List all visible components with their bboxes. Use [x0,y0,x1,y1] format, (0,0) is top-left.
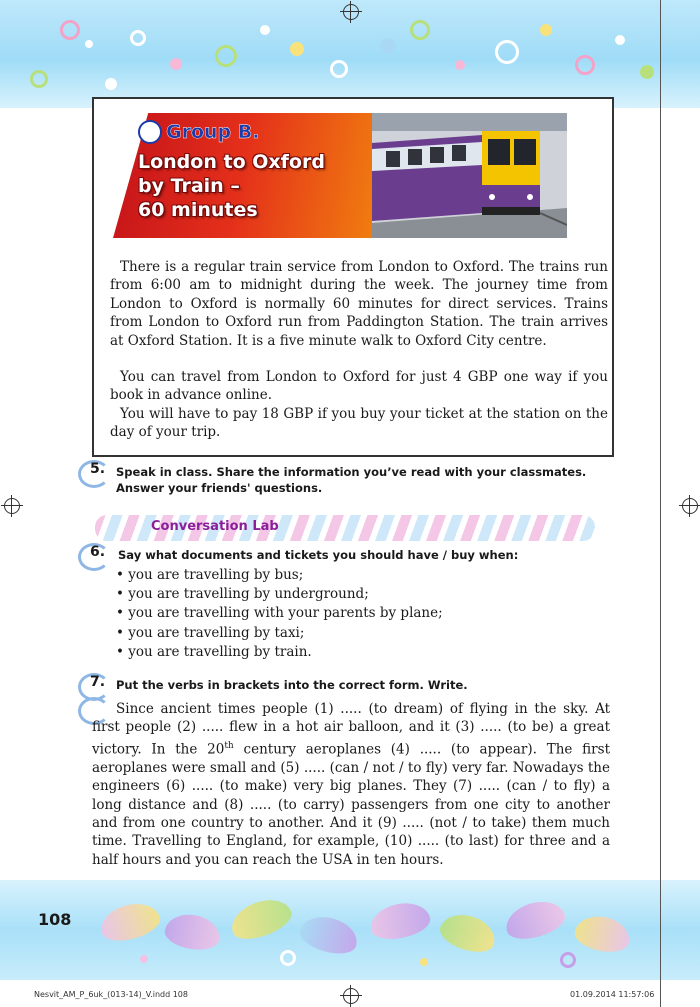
group-label-text: Group B. [166,121,260,143]
list-item: • you are travelling by bus; [116,566,443,585]
task-5-badge [78,460,110,482]
list-item: • you are travelling by train. [116,643,443,662]
section-heading: Conversation Lab [151,519,279,534]
reading-title [138,150,325,222]
group-label [138,120,259,144]
list-item: • you are travelling by underground; [116,585,443,604]
passage-text: century aeroplanes (4) ..... (to appear). The first aeroplanes were small and (5) ..... (can / not / to fly) very far. Nowadays the engineers (6) ..... (to make) very big planes. They (7) ..... (can / to fly) a long distance and (8) ..... (to carry) passengers from one city to another and from one country to another. And it (9) ..... (not / to take) them much time. Travelling to England, for example, (10) ..... (to last) for three and a half hours and you can reach the USA in ten hours. [92,741,610,868]
task-number: 7. [90,674,106,690]
registration-mark-right [682,498,698,514]
task-6-badge [78,543,110,565]
registration-mark-left [4,498,20,514]
task-7-passage [92,700,610,869]
list-item: • you are travelling by taxi; [116,624,443,643]
circle-icon [138,120,162,144]
task-number: 6. [90,544,106,560]
task-6-list [116,566,443,662]
conversation-lab-banner [95,515,595,541]
footer-file-info: Nesvit_AM_P_6uk_(013-14)_V.indd 108 [34,990,188,999]
task-7-instruction: Put the verbs in brackets into the correct form. Write. [116,678,468,692]
reading-paragraph: You will have to pay 18 GBP if you buy your ticket at the station on the day of your trip. [110,406,608,441]
list-item: • you are travelling with your parents by plane; [116,604,443,623]
task-7-badge [78,673,110,695]
registration-mark-top [343,4,359,20]
registration-mark-bottom [343,988,359,1004]
task-6-instruction: Say what documents and tickets you should have / buy when: [118,548,519,562]
trim-line [660,0,661,1007]
train-photo [372,113,567,238]
footer-date: 01.09.2014 11:57:06 [570,990,655,999]
passage-text: Since ancient times people (1) ..... (to dream) of flying in the sky. At first people (2) ..... flew in a hot air balloon, and it (3) ..... (to be) a great victory. In the 20 [92,701,610,758]
superscript-th: th [224,740,234,751]
page-number: 108 [38,910,72,929]
reading-paragraph: There is a regular train service from London to Oxford. The trains run from 6:00 am to midnight during the week. The journey time from London to Oxford is normally 60 minutes for direct services. Trains from London to Oxford run from Paddington Station. The train arrives at Oxford Station. It is a five minute walk to Oxford City centre. [110,259,608,349]
title-line: by Train – [138,175,240,197]
task-5-instruction: Speak in class. Share the information you’ve read with your classmates. Answer your friends' questions. [116,465,587,495]
title-line: 60 minutes [138,199,258,221]
title-line: London to Oxford [138,151,325,173]
reading-paragraph: You can travel from London to Oxford for just 4 GBP one way if you book in advance online. [110,369,608,404]
task-number: 5. [90,461,106,477]
